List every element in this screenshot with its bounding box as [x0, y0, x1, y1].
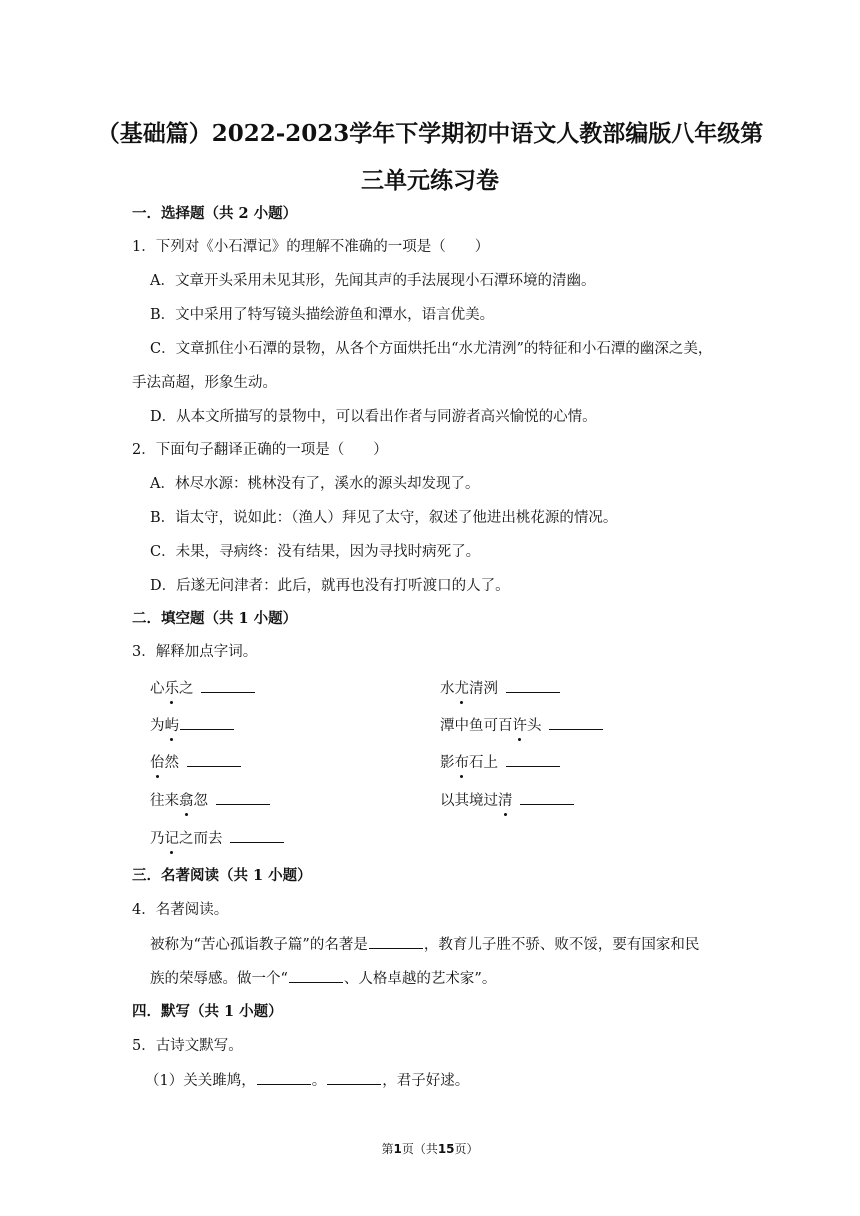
answer-blank[interactable] [201, 678, 255, 693]
dotted-char: 布 [454, 755, 469, 771]
dotted-char: 佁 [150, 755, 165, 771]
question-5-stem: 5．古诗文默写。 [132, 1038, 243, 1054]
answer-blank[interactable] [506, 752, 560, 767]
q3-item: 为屿 [150, 715, 235, 736]
page-title: （基础篇）2022-2023学年下学期初中语文人教部编版八年级第 [96, 120, 764, 147]
dotted-char: 乐 [164, 681, 179, 697]
answer-blank[interactable] [369, 934, 423, 949]
q3-item: 乃记之而去 [150, 828, 287, 849]
q3-item: 潭中鱼可百许头 [440, 715, 606, 736]
page-number: 1 [393, 1142, 402, 1156]
section-heading-fill: 二．填空题（共 1 小题） [132, 610, 298, 627]
section-heading-dictation: 四．默写（共 1 小题） [132, 1003, 283, 1020]
question-1-stem: 1．下列对《小石潭记》的理解不准确的一项是（ ） [132, 239, 490, 255]
question-2-stem: 2．下面句子翻译正确的一项是（ ） [132, 442, 388, 458]
q2-option-d: D．后遂无问津者：此后，就再也没有打听渡口的人了。 [150, 578, 510, 594]
q2-option-c: C．未果，寻病终：没有结果，因为寻找时病死了。 [150, 544, 481, 560]
q1-option-c: C．文章抓住小石潭的景物，从各个方面烘托出“水尤清洌”的特征和小石潭的幽深之美， [150, 341, 713, 357]
q3-item: 水尤清洌 [440, 678, 563, 699]
answer-blank[interactable] [520, 790, 574, 805]
q5-line1: （1）关关雎鸠， 。 ，君子好逑。 [145, 1070, 469, 1091]
page-total: 15 [437, 1142, 455, 1156]
question-4-stem: 4．名著阅读。 [132, 902, 229, 918]
q3-item: 佁然 [150, 752, 244, 773]
section-heading-choice: 一．选择题（共 2 小题） [132, 205, 298, 222]
answer-blank[interactable] [180, 715, 234, 730]
q2-option-a: A．林尽水源：桃林没有了，溪水的源头却发现了。 [150, 476, 480, 492]
answer-blank[interactable] [289, 968, 343, 983]
page-footer: 第1页（共15页） [381, 1142, 479, 1156]
answer-blank[interactable] [187, 752, 241, 767]
q3-item: 影布石上 [440, 752, 563, 773]
dotted-char: 屿 [164, 718, 179, 734]
dotted-char: 记 [164, 831, 179, 847]
q4-paragraph-line2: 族的荣辱感。做一个“ 、人格卓越的艺术家”。 [150, 968, 496, 989]
question-3-stem: 3．解释加点字词。 [132, 644, 258, 660]
page-title-line2: 三单元练习卷 [361, 167, 499, 194]
q3-item: 以其境过清 [440, 790, 577, 811]
q2-option-b: B．诣太守，说如此：（渔人）拜见了太守，叙述了他进出桃花源的情况。 [150, 510, 618, 526]
q1-option-c-cont: 手法高超，形象生动。 [132, 375, 277, 391]
answer-blank[interactable] [327, 1070, 381, 1085]
answer-blank[interactable] [549, 715, 603, 730]
q3-item: 心乐之 [150, 678, 258, 699]
answer-blank[interactable] [230, 828, 284, 843]
answer-blank[interactable] [216, 790, 270, 805]
dotted-char: 翕 [179, 793, 194, 809]
q1-option-a: A．文章开头采用未见其形，先闻其声的手法展现小石潭环境的清幽。 [150, 273, 596, 289]
dotted-char: 许 [512, 718, 527, 734]
answer-blank[interactable] [257, 1070, 311, 1085]
q1-option-b: B．文中采用了特写镜头描绘游鱼和潭水，语言优美。 [150, 307, 495, 323]
answer-blank[interactable] [506, 678, 560, 693]
section-heading-classics: 三．名著阅读（共 1 小题） [132, 867, 312, 884]
q3-item: 往来翕忽 [150, 790, 273, 811]
q4-paragraph-line1: 被称为“苦心孤诣教子篇”的名著是 ，教育儿子胜不骄、败不馁，要有国家和民 [150, 934, 699, 955]
q1-option-d: D．从本文所描写的景物中，可以看出作者与同游者高兴愉悦的心情。 [150, 409, 597, 425]
dotted-char: 尤 [454, 681, 469, 697]
dotted-char: 清 [498, 793, 513, 809]
